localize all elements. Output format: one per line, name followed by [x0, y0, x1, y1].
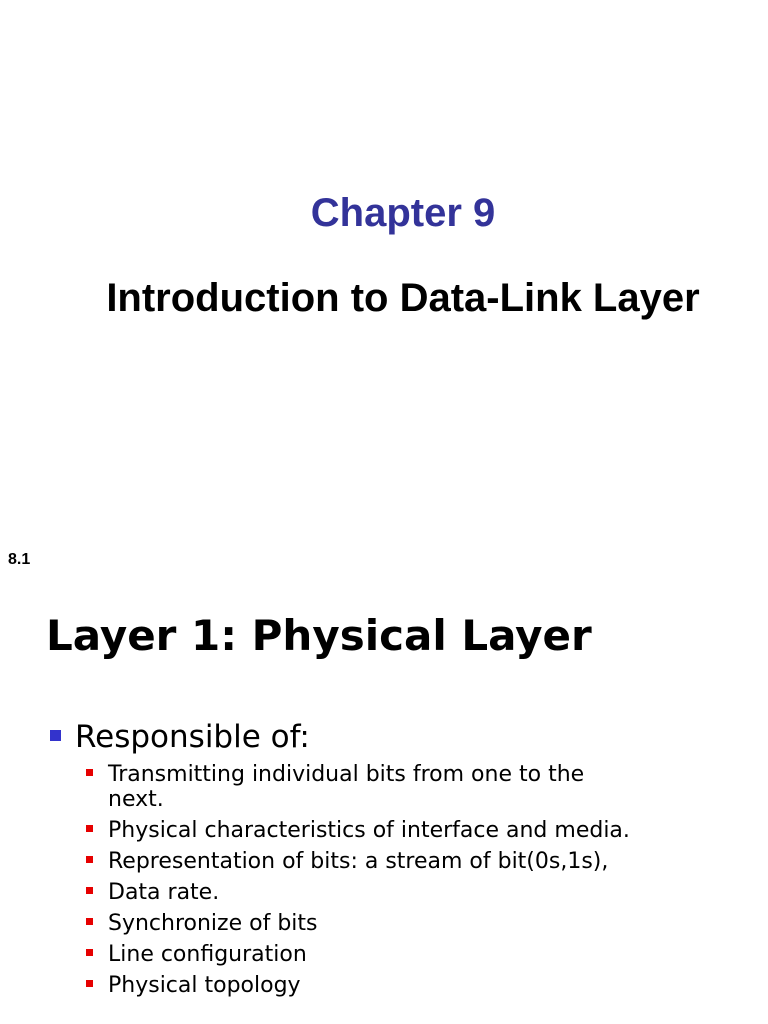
bullet-item-responsible	[46, 718, 726, 998]
sub-bullet-item	[75, 818, 635, 843]
square-bullet-icon	[86, 918, 93, 925]
square-bullet-icon	[86, 769, 93, 776]
sub-bullet-list	[75, 762, 635, 998]
square-bullet-icon	[50, 730, 61, 741]
sub-bullet-item	[75, 849, 635, 874]
sub-bullet-item	[75, 973, 635, 998]
sub-bullet-text: Data rate.	[108, 880, 220, 905]
sub-bullet-item	[75, 911, 635, 936]
sub-bullet-text: Line configuration	[108, 942, 307, 967]
sub-bullet-text: Transmitting individual bits from one to the next.	[108, 762, 585, 812]
sub-bullet-text: Representation of bits: a stream of bit(0s,1s),	[108, 849, 609, 874]
sub-bullet-text: Physical topology	[108, 973, 301, 998]
slide-number: 8.1	[8, 551, 31, 568]
sub-bullet-item	[75, 762, 635, 812]
square-bullet-icon	[86, 949, 93, 956]
physical-layer-slide	[0, 576, 768, 1024]
bullet-label: Responsible of:	[75, 719, 310, 755]
slide-title: Layer 1: Physical Layer	[46, 611, 592, 660]
square-bullet-icon	[86, 980, 93, 987]
square-bullet-icon	[86, 825, 93, 832]
sub-bullet-item	[75, 942, 635, 967]
chapter-title: Chapter 9	[310, 191, 496, 235]
square-bullet-icon	[86, 856, 93, 863]
bullet-list	[46, 718, 726, 1004]
sub-bullet-text: Physical characteristics of interface and media.	[108, 818, 630, 843]
square-bullet-icon	[86, 887, 93, 894]
sub-bullet-text: Synchronize of bits	[108, 911, 318, 936]
chapter-subtitle: Introduction to Data-Link Layer	[106, 276, 700, 320]
sub-bullet-item	[75, 880, 635, 905]
